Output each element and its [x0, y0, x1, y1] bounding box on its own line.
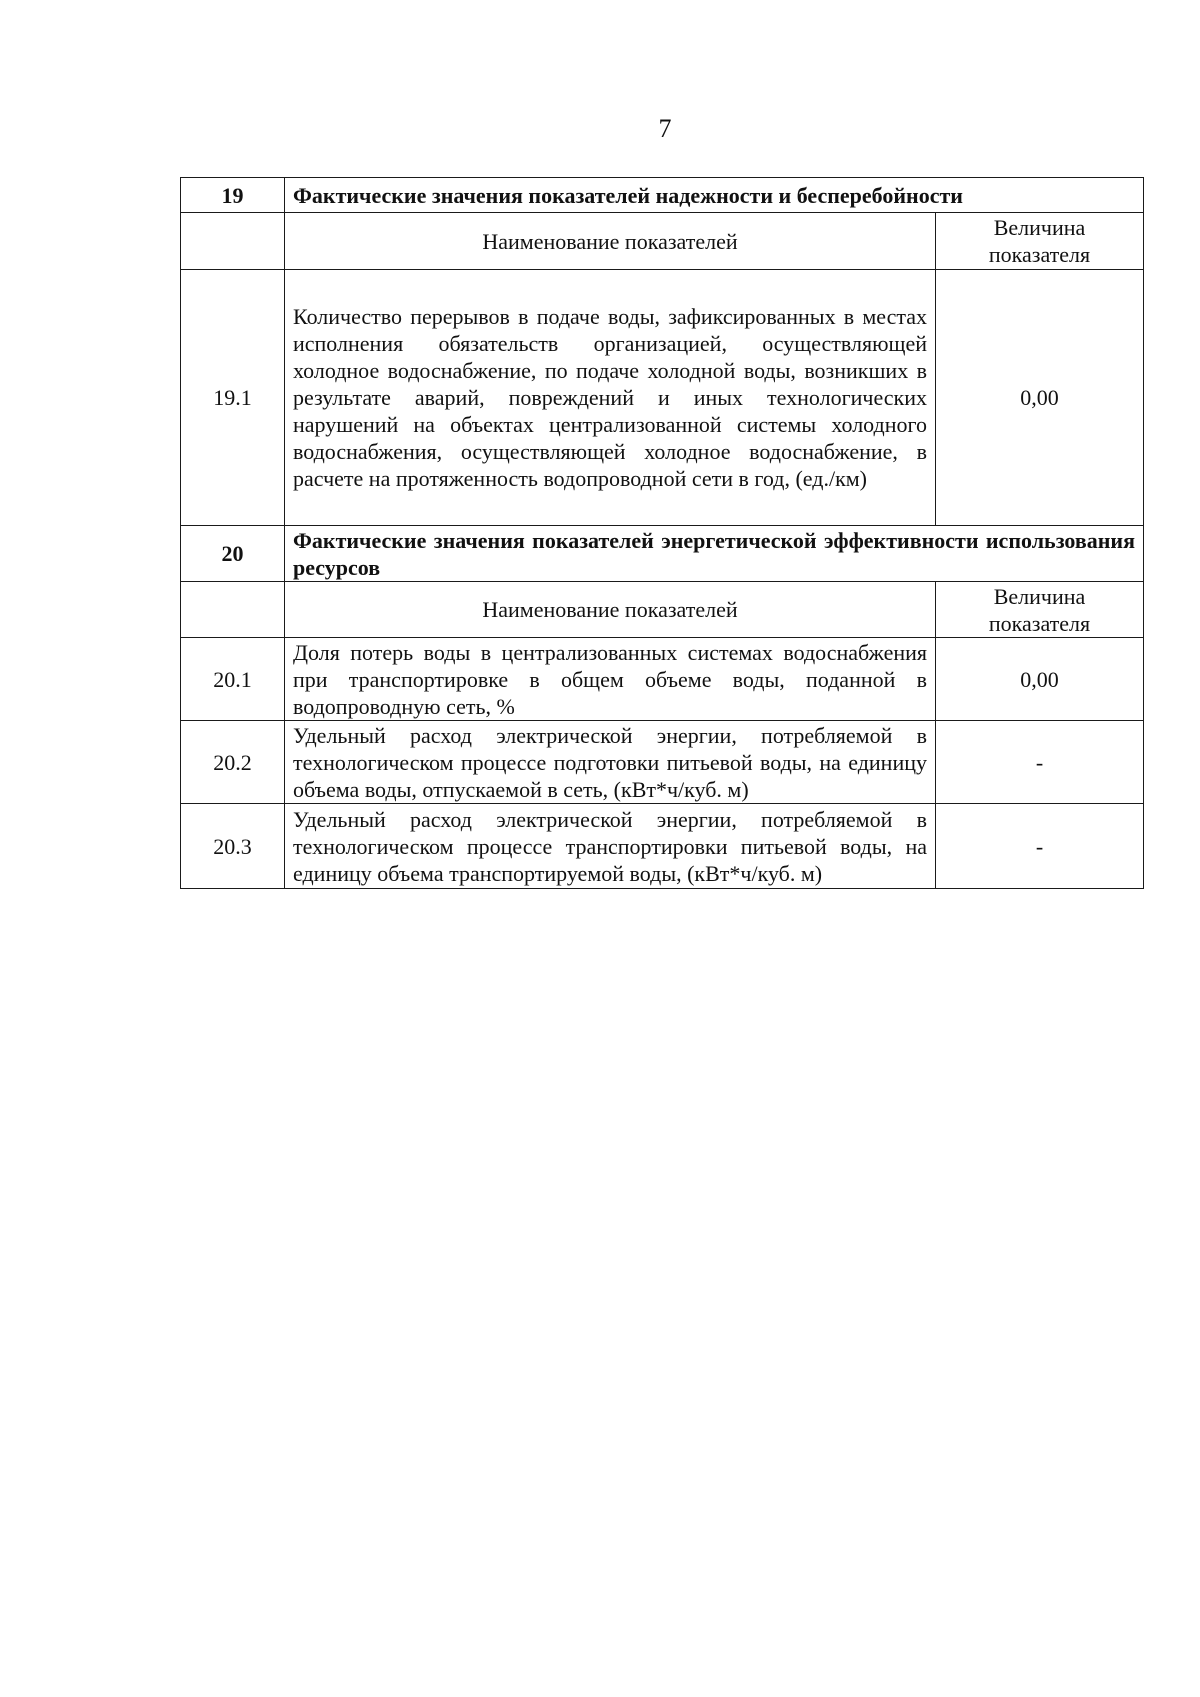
- row-number: 20.1: [181, 638, 285, 721]
- section-19-header-row: [181, 213, 1144, 270]
- row-text: Доля потерь воды в централизованных системах водоснабжения при транспортировке в общем объеме воды, поданной в водопроводную сеть, %: [285, 638, 936, 721]
- row-value: -: [936, 804, 1144, 889]
- section-title: Фактические значения показателей надежности и бесперебойности: [285, 178, 1144, 213]
- section-20-header-row: [181, 582, 1144, 638]
- table-row: [181, 721, 1144, 804]
- empty-cell: [181, 582, 285, 638]
- row-value: -: [936, 721, 1144, 804]
- table-row: [181, 270, 1144, 526]
- column-header-name: Наименование показателей: [285, 213, 936, 270]
- row-number: 20.3: [181, 804, 285, 889]
- row-value: 0,00: [936, 270, 1144, 526]
- row-text: Удельный расход электрической энергии, потребляемой в технологическом процессе подготовки питьевой воды, на единицу объема воды, отпускаемой в сеть, (кВт*ч/куб. м): [285, 721, 936, 804]
- section-19-title-row: [181, 178, 1144, 213]
- indicators-table: [180, 177, 1144, 889]
- table-row: [181, 804, 1144, 889]
- section-20-title-row: [181, 526, 1144, 582]
- row-value: 0,00: [936, 638, 1144, 721]
- column-header-value: Величина показателя: [936, 213, 1144, 270]
- row-number: 19.1: [181, 270, 285, 526]
- table-row: [181, 638, 1144, 721]
- column-header-name: Наименование показателей: [285, 582, 936, 638]
- row-text: Количество перерывов в подаче воды, зафиксированных в местах исполнения обязательств организацией, осуществляющей холодное водоснабжение, по подаче холодной воды, возникших в результате аварий, повреждений и иных технологических нарушений на объектах централизованной системы холодного водоснабжения, осуществляющей холодное водоснабжение, в расчете на протяженность водопроводной сети в год, (ед./км): [285, 270, 936, 526]
- row-text: Удельный расход электрической энергии, потребляемой в технологическом процессе транспортировки питьевой воды, на единицу объема транспортируемой воды, (кВт*ч/куб. м): [285, 804, 936, 889]
- empty-cell: [181, 213, 285, 270]
- page-number: 7: [658, 114, 672, 143]
- section-title: Фактические значения показателей энергетической эффективности использования ресурсов: [285, 526, 1144, 582]
- section-number: 20: [181, 526, 285, 582]
- column-header-value: Величина показателя: [936, 582, 1144, 638]
- section-number: 19: [181, 178, 285, 213]
- row-number: 20.2: [181, 721, 285, 804]
